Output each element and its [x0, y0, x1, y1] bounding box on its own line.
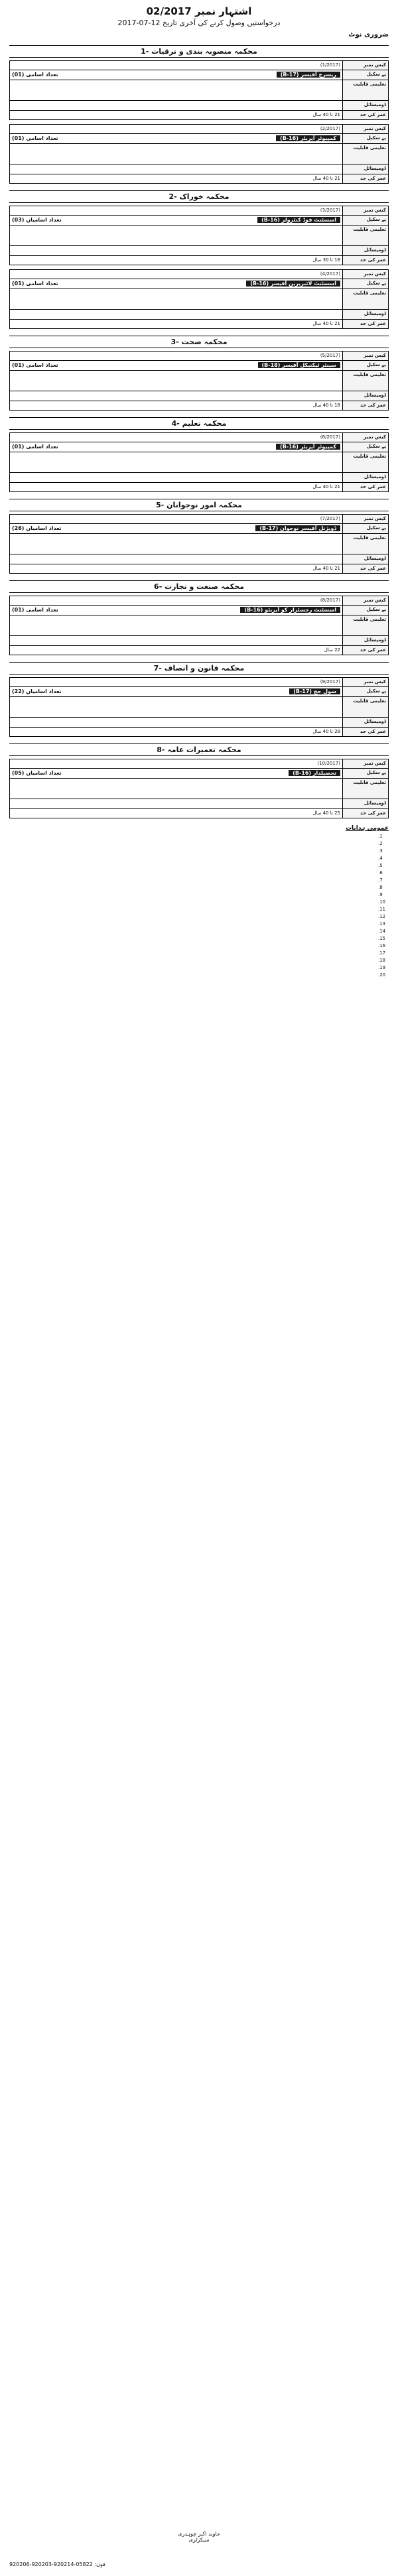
case-no-value: (5/2017) — [10, 352, 343, 361]
post-title: ریسرچ آفیسر (B-17) — [277, 72, 340, 78]
age-label: عمر کی حد — [343, 809, 389, 818]
department-heading: 1- محکمہ منصوبہ بندی و ترقیات — [9, 45, 389, 58]
post-title-cell — [10, 216, 343, 225]
domicile-value — [10, 391, 343, 401]
qualification-label: تعلیمی قابلیت — [343, 80, 389, 101]
post-title-cell — [10, 769, 343, 779]
qualification-value — [10, 144, 343, 164]
post-title: سینئر ٹیکنیکل آفیسر (B-18) — [258, 362, 340, 368]
instructions-heading: عمومی ہدایات — [346, 825, 389, 832]
domicile-label: ڈومیسائل — [343, 246, 389, 256]
instruction-item — [9, 972, 377, 978]
case-no-label: کیس نمبر — [343, 206, 389, 216]
case-no-label: کیس نمبر — [343, 678, 389, 687]
instruction-item — [9, 877, 377, 883]
age-label: عمر کی حد — [343, 646, 389, 655]
post-count: تعداد اسامیاں (22) — [12, 688, 62, 694]
post-table — [9, 596, 389, 655]
department-heading: 5- محکمہ امور نوجوانان — [9, 499, 389, 511]
post-title: کمپیوٹر آپریٹر (B-16) — [276, 135, 340, 141]
domicile-label: ڈومیسائل — [343, 554, 389, 564]
qualification-value — [10, 80, 343, 101]
case-no-value: (2/2017) — [10, 125, 343, 134]
instruction-item — [9, 856, 377, 862]
instruction-item — [9, 841, 377, 847]
age-value: 21 تا 40 سال — [10, 483, 343, 492]
scale-label: پے سکیل — [343, 606, 389, 615]
instruction-item — [9, 943, 377, 949]
case-no-value: (6/2017) — [10, 433, 343, 442]
instruction-item — [9, 921, 377, 927]
age-value: 21 تا 40 سال — [10, 320, 343, 329]
instruction-item — [9, 965, 377, 971]
post-count: تعداد اسامیاں (05) — [12, 770, 62, 776]
qualification-label: تعلیمی قابلیت — [343, 144, 389, 164]
signature-title: سیکرٹری — [188, 2537, 210, 2543]
post-count: تعداد اسامی (01) — [12, 281, 58, 287]
domicile-value — [10, 799, 343, 809]
case-no-label: کیس نمبر — [343, 125, 389, 134]
qualification-label: تعلیمی قابلیت — [343, 225, 389, 246]
qualification-value — [10, 779, 343, 799]
instruction-item — [9, 936, 377, 942]
age-value: 21 تا 40 سال — [10, 564, 343, 574]
last-date-line: درخواستیں وصول کرنے کی آخری تاریخ 12-07-2017 — [117, 19, 281, 27]
age-label: عمر کی حد — [343, 401, 389, 411]
post-count: تعداد اسامی (01) — [12, 607, 58, 613]
domicile-label: ڈومیسائل — [343, 310, 389, 320]
qualification-label: تعلیمی قابلیت — [343, 615, 389, 636]
post-title: اسسٹنٹ رجسٹرار کو آپریٹو (B-16) — [240, 607, 340, 613]
intro-heading: ضروری نوٹ — [348, 31, 389, 38]
post-title: اسسٹنٹ لائبریرین آفیسر (B-16) — [246, 281, 340, 287]
post-table — [9, 124, 389, 184]
post-title: ڈویژنل آفیسر نوجوان (B-17) — [255, 525, 340, 531]
domicile-label: ڈومیسائل — [343, 101, 389, 111]
age-label: عمر کی حد — [343, 564, 389, 574]
case-no-value: (9/2017) — [10, 678, 343, 687]
case-no-value: (3/2017) — [10, 206, 343, 216]
qualification-label: تعلیمی قابلیت — [343, 697, 389, 718]
post-title-cell — [10, 134, 343, 144]
domicile-value — [10, 636, 343, 646]
domicile-label: ڈومیسائل — [343, 799, 389, 809]
qualification-label: تعلیمی قابلیت — [343, 452, 389, 473]
case-no-label: کیس نمبر — [343, 61, 389, 70]
age-value: 22 سال — [10, 646, 343, 655]
qualification-label: تعلیمی قابلیت — [343, 371, 389, 391]
domicile-label: ڈومیسائل — [343, 718, 389, 728]
department-heading: 7- محکمہ قانون و انصاف — [9, 662, 389, 675]
domicile-value — [10, 101, 343, 111]
domicile-label: ڈومیسائل — [343, 164, 389, 174]
scale-label: پے سکیل — [343, 442, 389, 452]
domicile-value — [10, 246, 343, 256]
age-value: 25 تا 40 سال — [10, 809, 343, 818]
department-heading: 2- محکمہ خوراک — [9, 190, 389, 203]
post-table — [9, 206, 389, 265]
qualification-value — [10, 615, 343, 636]
case-no-value: (10/2017) — [10, 759, 343, 769]
qualification-label: تعلیمی قابلیت — [343, 534, 389, 554]
post-title-cell — [10, 687, 343, 697]
post-count: تعداد اسامی (01) — [12, 444, 58, 450]
post-title: اسسٹنٹ فوڈ کنٹرولر (B-16) — [257, 217, 340, 223]
instruction-item — [9, 834, 377, 840]
post-count: تعداد اسامی (01) — [12, 135, 58, 141]
age-label: عمر کی حد — [343, 483, 389, 492]
post-count: تعداد اسامیاں (03) — [12, 217, 62, 223]
post-table — [9, 432, 389, 492]
department-heading: 4- محکمہ تعلیم — [9, 417, 389, 430]
post-title-cell — [10, 524, 343, 534]
scale-label: پے سکیل — [343, 279, 389, 289]
post-table — [9, 351, 389, 411]
qualification-value — [10, 371, 343, 391]
qualification-value — [10, 225, 343, 246]
instruction-item — [9, 950, 377, 956]
scale-label: پے سکیل — [343, 769, 389, 779]
post-title: تحصیلدار (B-16) — [289, 770, 340, 776]
domicile-label: ڈومیسائل — [343, 636, 389, 646]
case-no-label: کیس نمبر — [343, 270, 389, 279]
post-count: تعداد اسامیاں (26) — [12, 525, 62, 531]
case-no-label: کیس نمبر — [343, 759, 389, 769]
age-value: 28 تا 40 سال — [10, 728, 343, 737]
age-label: عمر کی حد — [343, 174, 389, 184]
qualification-value — [10, 697, 343, 718]
qualification-label: تعلیمی قابلیت — [343, 779, 389, 799]
case-no-value: (1/2017) — [10, 61, 343, 70]
domicile-value — [10, 164, 343, 174]
qualification-value — [10, 534, 343, 554]
qualification-value — [10, 289, 343, 310]
age-label: عمر کی حد — [343, 320, 389, 329]
instructions-list — [9, 834, 389, 978]
signature-block — [159, 2531, 239, 2543]
instruction-item — [9, 899, 377, 905]
advertisement-title: اشتہار نمبر 02/2017 — [146, 5, 252, 17]
domicile-label: ڈومیسائل — [343, 391, 389, 401]
instruction-item — [9, 848, 377, 854]
instruction-item — [9, 907, 377, 913]
domicile-value — [10, 554, 343, 564]
scale-label: پے سکیل — [343, 687, 389, 697]
instruction-item — [9, 870, 377, 876]
age-label: عمر کی حد — [343, 111, 389, 120]
age-value: 21 تا 40 سال — [10, 174, 343, 184]
post-table — [9, 60, 389, 120]
age-value: 18 تا 40 سال — [10, 401, 343, 411]
departments-list — [9, 45, 389, 818]
post-title-cell — [10, 442, 343, 452]
age-label: عمر کی حد — [343, 256, 389, 265]
instruction-item — [9, 914, 377, 920]
instruction-item — [9, 929, 377, 934]
scale-label: پے سکیل — [343, 361, 389, 371]
age-value: 21 تا 40 سال — [10, 111, 343, 120]
post-title-cell — [10, 279, 343, 289]
phone-numbers: فون: 05822-920214-920203-920206 — [9, 2561, 105, 2567]
case-no-label: کیس نمبر — [343, 433, 389, 442]
post-title-cell — [10, 606, 343, 615]
scale-label: پے سکیل — [343, 216, 389, 225]
post-title-cell — [10, 361, 343, 371]
case-no-value: (8/2017) — [10, 596, 343, 606]
case-no-value: (7/2017) — [10, 515, 343, 524]
domicile-value — [10, 310, 343, 320]
domicile-value — [10, 473, 343, 483]
domicile-value — [10, 718, 343, 728]
post-title: سول جج (B-17) — [289, 688, 340, 694]
scale-label: پے سکیل — [343, 70, 389, 80]
post-title: کمپیوٹر آپریٹر (B-16) — [276, 444, 340, 450]
post-table — [9, 269, 389, 329]
post-table — [9, 514, 389, 574]
department-heading: 8- محکمہ تعمیرات عامہ — [9, 743, 389, 756]
qualification-value — [10, 452, 343, 473]
case-no-label: کیس نمبر — [343, 352, 389, 361]
instruction-item — [9, 863, 377, 869]
post-title-cell — [10, 70, 343, 80]
advertisement-page — [9, 5, 389, 980]
department-heading: 6- محکمہ صنعت و تجارت — [9, 580, 389, 593]
age-label: عمر کی حد — [343, 728, 389, 737]
post-table — [9, 759, 389, 818]
department-heading: 3- محکمہ صحت — [9, 336, 389, 348]
scale-label: پے سکیل — [343, 134, 389, 144]
instruction-item — [9, 892, 377, 898]
case-no-value: (4/2017) — [10, 270, 343, 279]
post-count: تعداد اسامی (01) — [12, 72, 58, 78]
scale-label: پے سکیل — [343, 524, 389, 534]
domicile-label: ڈومیسائل — [343, 473, 389, 483]
instruction-item — [9, 958, 377, 964]
signature-name: جاوید اکبر چوہدری — [178, 2531, 220, 2537]
post-count: تعداد اسامی (01) — [12, 362, 58, 368]
case-no-label: کیس نمبر — [343, 596, 389, 606]
post-table — [9, 677, 389, 737]
instruction-item — [9, 885, 377, 891]
qualification-label: تعلیمی قابلیت — [343, 289, 389, 310]
case-no-label: کیس نمبر — [343, 515, 389, 524]
age-value: 18 تا 30 سال — [10, 256, 343, 265]
